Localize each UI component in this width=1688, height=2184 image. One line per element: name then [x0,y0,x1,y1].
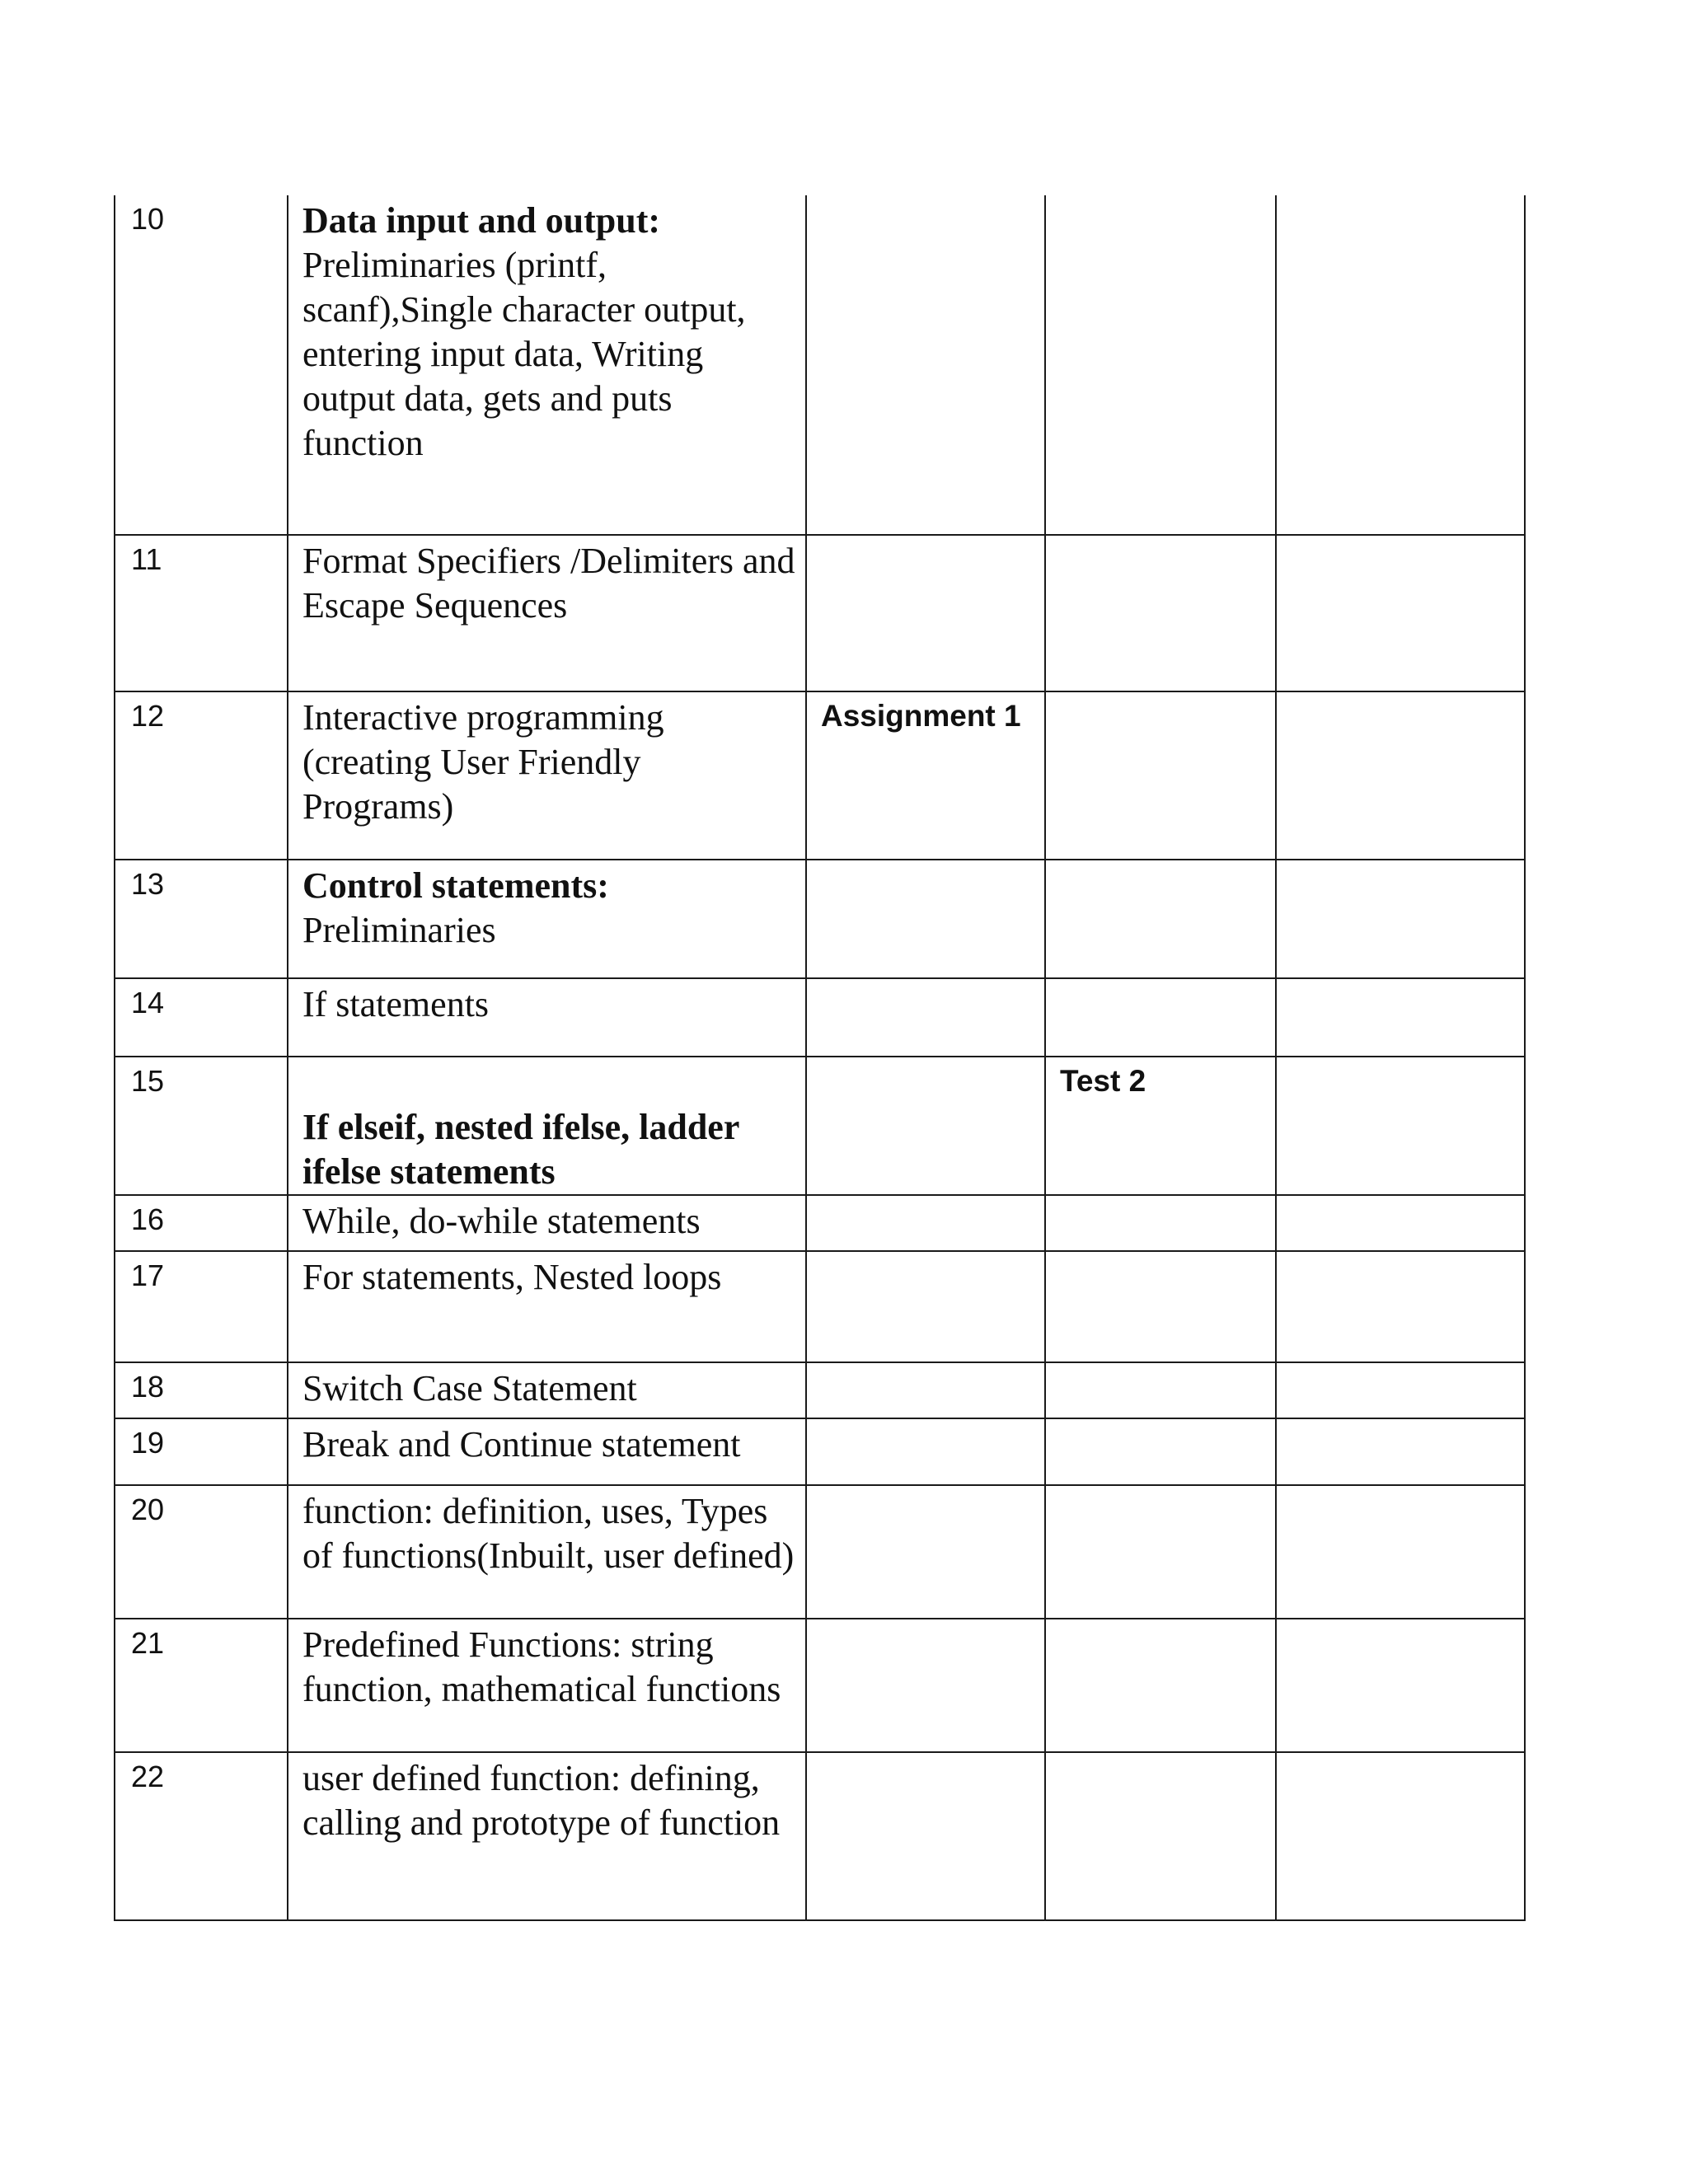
assignment-cell [806,1752,1045,1920]
test-cell [1045,1362,1276,1418]
lecture-number: 18 [115,1362,288,1418]
topic-cell [288,1752,806,1920]
test-cell [1045,1251,1276,1362]
assignment-cell [806,1195,1045,1251]
lecture-number: 14 [115,978,288,1057]
topic-cell [288,1418,806,1485]
remarks-cell [1276,1362,1525,1418]
lecture-number: 13 [115,860,288,978]
topic-text: function: definition, uses, Types of functions(Inbuilt, user defined) [302,1491,795,1576]
assignment-cell [806,195,1045,535]
remarks-cell [1276,1752,1525,1920]
topic-text: user defined function: defining, calling and prototype of function [302,1758,781,1843]
remarks-cell [1276,1418,1525,1485]
topic-cell [288,1251,806,1362]
lecture-number: 22 [115,1752,288,1920]
topic-text: Interactive programming (creating User Friendly Programs) [302,697,664,827]
topic-cell [288,1057,806,1195]
table-row [115,1619,1525,1752]
topic-text: Preliminaries (printf, scanf),Single character output, entering input data, Writing output data, gets and puts function [302,245,746,463]
lecture-plan-table [114,195,1526,1921]
topic-text: Preliminaries [302,910,496,950]
lecture-number: 19 [115,1418,288,1485]
topic-text: Switch Case Statement [302,1368,637,1408]
test-cell: Test 2 [1045,1057,1276,1195]
table-row [115,1752,1525,1920]
remarks-cell [1276,978,1525,1057]
remarks-cell [1276,195,1525,535]
assignment-cell [806,1362,1045,1418]
test-cell [1045,1485,1276,1619]
topic-cell [288,1195,806,1251]
table-row [115,1251,1525,1362]
test-cell [1045,1752,1276,1920]
assignment-cell [806,1057,1045,1195]
test-cell [1045,1418,1276,1485]
lecture-number: 11 [115,535,288,691]
lecture-number: 10 [115,195,288,535]
remarks-cell [1276,1251,1525,1362]
topic-heading: Data input and output: [302,200,661,241]
assignment-cell [806,860,1045,978]
assignment-cell [806,535,1045,691]
assignment-cell [806,1251,1045,1362]
topic-spacer [302,1061,797,1105]
table-row [115,535,1525,691]
topic-cell [288,1485,806,1619]
lecture-number: 20 [115,1485,288,1619]
remarks-cell [1276,691,1525,860]
lecture-number: 12 [115,691,288,860]
table-row [115,1057,1525,1195]
test-cell [1045,1619,1276,1752]
table-row [115,978,1525,1057]
test-cell [1045,978,1276,1057]
assignment-cell: Assignment 1 [806,691,1045,860]
table-row [115,1195,1525,1251]
lecture-number: 15 [115,1057,288,1195]
assignment-cell [806,1418,1045,1485]
topic-heading: Control statements: [302,865,609,906]
table-row [115,195,1525,535]
lecture-number: 17 [115,1251,288,1362]
assignment-cell [806,978,1045,1057]
topic-text: While, do-while statements [302,1201,701,1241]
table-row [115,860,1525,978]
test-cell [1045,195,1276,535]
topic-cell [288,195,806,535]
table-row [115,1418,1525,1485]
test-cell [1045,1195,1276,1251]
topic-heading: If elseif, nested ifelse, ladder ifelse statements [302,1107,739,1192]
test-cell [1045,535,1276,691]
remarks-cell [1276,535,1525,691]
topic-cell [288,691,806,860]
topic-cell [288,860,806,978]
assignment-cell [806,1485,1045,1619]
table-row [115,1485,1525,1619]
lecture-number: 16 [115,1195,288,1251]
table-row [115,691,1525,860]
table-row [115,1362,1525,1418]
lecture-number: 21 [115,1619,288,1752]
test-cell [1045,691,1276,860]
topic-cell [288,535,806,691]
topic-text: Predefined Functions: string function, mathematical functions [302,1624,781,1709]
topic-text: If statements [302,984,490,1024]
remarks-cell [1276,1195,1525,1251]
assignment-cell [806,1619,1045,1752]
topic-text: Format Specifiers /Delimiters and Escape Sequences [302,541,795,626]
topic-text: Break and Continue statement [302,1424,741,1465]
topic-cell [288,1619,806,1752]
remarks-cell [1276,860,1525,978]
topic-text: For statements, Nested loops [302,1257,722,1297]
topic-cell [288,978,806,1057]
remarks-cell [1276,1619,1525,1752]
remarks-cell [1276,1057,1525,1195]
topic-cell [288,1362,806,1418]
remarks-cell [1276,1485,1525,1619]
test-cell [1045,860,1276,978]
